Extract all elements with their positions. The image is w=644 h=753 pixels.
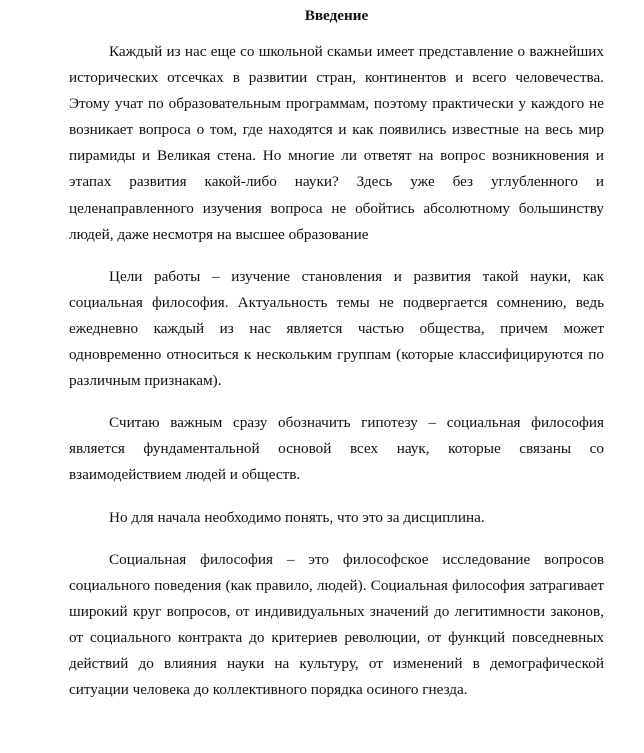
- paragraph-goals: Цели работы – изучение становления и развития такой науки, как социальная философия. Актуальность темы не подвергается сомнению, ведь ежедневно каждый из нас является частью общества, причем может одновременно относиться к нескольким группам (которые классифицируются по различным признакам).: [69, 267, 604, 390]
- paragraph-definition: Социальная философия – это философское исследование вопросов социального поведения (как правило, людей). Социальная философия затрагивает широкий круг вопросов, от индивидуальных значений до легитимности законов, от социального контракта до критериев революции, от функций повседневных действий до влияния науки на культуру, от изменений в демографической ситуации человека до коллективного порядка осиного гнезда.: [69, 550, 604, 699]
- paragraph-transition: Но для начала необходимо понять, что это за дисциплина.: [109, 508, 485, 526]
- paragraph-hypothesis: Считаю важным сразу обозначить гипотезу – социальная философия является фундаментальной основой всех наук, которые связаны со взаимодействием людей и обществ.: [69, 414, 604, 484]
- paragraph-introduction: Каждый из нас еще со школьной скамьи имеет представление о важнейших исторических отсечках в развитии стран, континентов и всего человечества. Этому учат по образовательным программам, поэтому практически у каждого не возникает вопроса о том, где находятся и как появились известные на весь мир пирамиды и Великая стена. Но многие ли ответят на вопрос возникновения и этапах развития какой-либо науки? Здесь уже без углубленного и целенаправленного изучения вопроса не обойтись абсолютному большинству людей, даже несмотря на высшее образование: [69, 43, 604, 243]
- page-title: Введение: [304, 7, 369, 24]
- document-page: [69, 0, 604, 703]
